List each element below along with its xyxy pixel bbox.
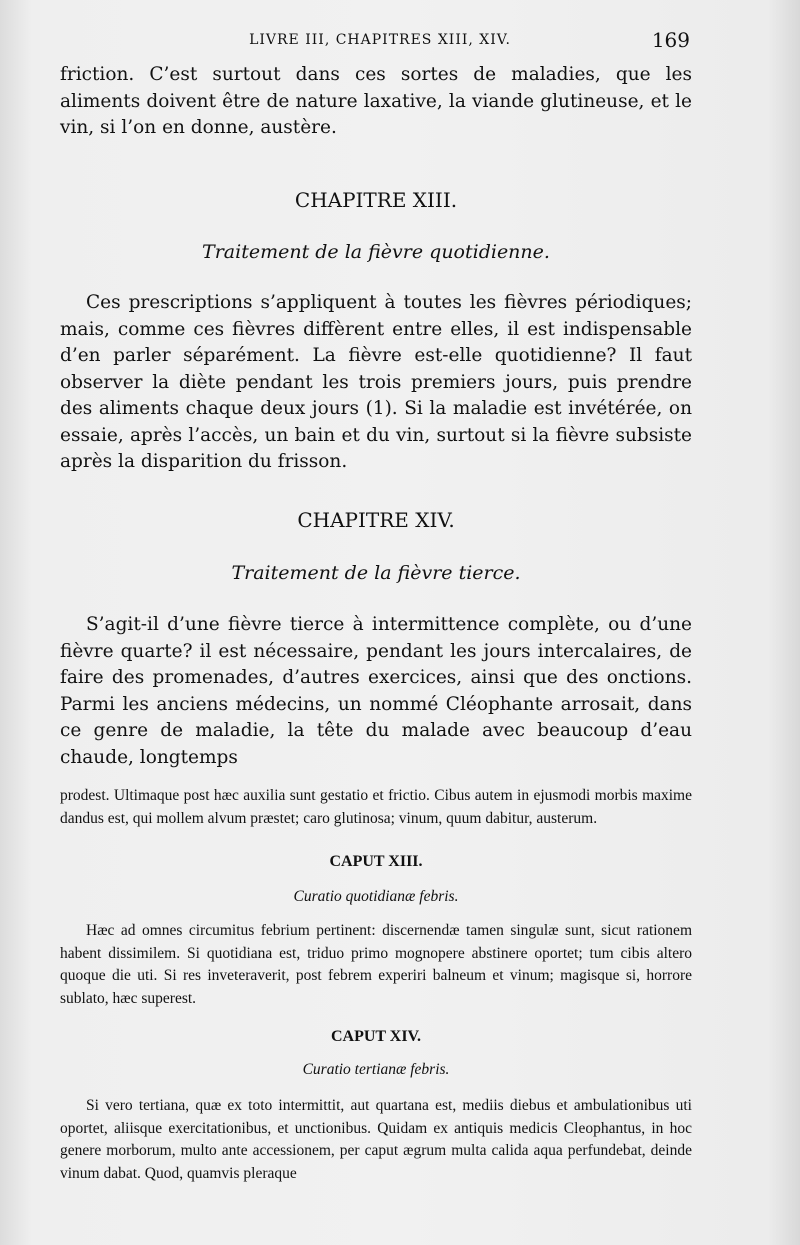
caput-13-subtitle: Curatio quotidianæ febris. bbox=[293, 888, 459, 905]
chapter-13-title: CHAPITRE XIII. bbox=[294, 188, 458, 212]
latin-continuation-paragraph: prodest. Ultimaque post hæc auxilia sunt gestatio et frictio. Cibus autem in ejusmodi morbis maxime dandus est, qui mollem alvum præstet; caro glutinosa; vinum, quum dabitur, austerum. bbox=[60, 787, 692, 827]
french-continuation-paragraph: friction. C’est surtout dans ces sortes de maladies, que les aliments doivent être de nature laxative, la viande glutineuse, et le vin, si l’on en donne, austère. bbox=[60, 64, 692, 138]
chapter-14-title: CHAPITRE XIV. bbox=[297, 508, 455, 532]
chapter-13-subtitle: Traitement de la fièvre quotidienne. bbox=[202, 241, 550, 263]
chapter-13-paragraph: Ces prescriptions s’appliquent à toutes les fièvres périodiques; mais, comme ces fièvres diffèrent entre elles, il est indispensable d’en parler séparément. La fièvre est-elle quotidienne? Il faut observer la diète pendant les trois premiers jours, puis prendre des aliments chaque deux jours (1). Si la maladie est invétérée, on essaie, après l’accès, un bain et du vin, surtout si la fièvre subsiste après la disparition du frisson. bbox=[60, 292, 692, 472]
chapter-14-paragraph: S’agit-il d’une fièvre tierce à intermittence complète, ou d’une fièvre quarte? il est nécessaire, pendant les jours intercalaires, de faire des promenades, d’autres exercices, ainsi que des onctions. Parmi les anciens médecins, un nommé Cléophante arrosait, dans ce genre de maladie, la tête du malade avec beaucoup d’eau chaude, longtemps bbox=[60, 614, 692, 768]
page-header bbox=[60, 28, 700, 56]
caput-14-title: CAPUT XIV. bbox=[330, 1028, 422, 1045]
caput-14-paragraph: Si vero tertiana, quæ ex toto intermittit, aut quartana est, mediis diebus et ambulationibus uti oportet, aliisque exercitationibus, et unctionibus. Quidam ex antiquis medicis Cleophantus, in hoc genere morborum, multo ante accessionem, per caput ægrum multa calida aqua perfundebat, deinde vinum dabat. Quod, quamvis pleraque bbox=[60, 1097, 692, 1182]
caput-14-subtitle: Curatio tertianæ febris. bbox=[302, 1061, 450, 1078]
running-head: LIVRE III, CHAPITRES XIII, XIV. bbox=[249, 32, 511, 48]
chapter-14-subtitle: Traitement de la fièvre tierce. bbox=[231, 562, 521, 584]
caput-13-paragraph: Hæc ad omnes circumitus febrium pertinent: discernendæ tamen singulæ sunt, sicut rationem habent dissimilem. Si quotidiana est, triduo primo mognopere abstinere oportet; tum cibis altero quoque die uti. Si res inveteraverit, post febrem experiri balneum et vinum; magisque si, horrore sublato, hæc superest. bbox=[60, 922, 692, 1007]
page-number: 169 bbox=[651, 28, 690, 52]
caput-13-title: CAPUT XIII. bbox=[329, 853, 423, 870]
